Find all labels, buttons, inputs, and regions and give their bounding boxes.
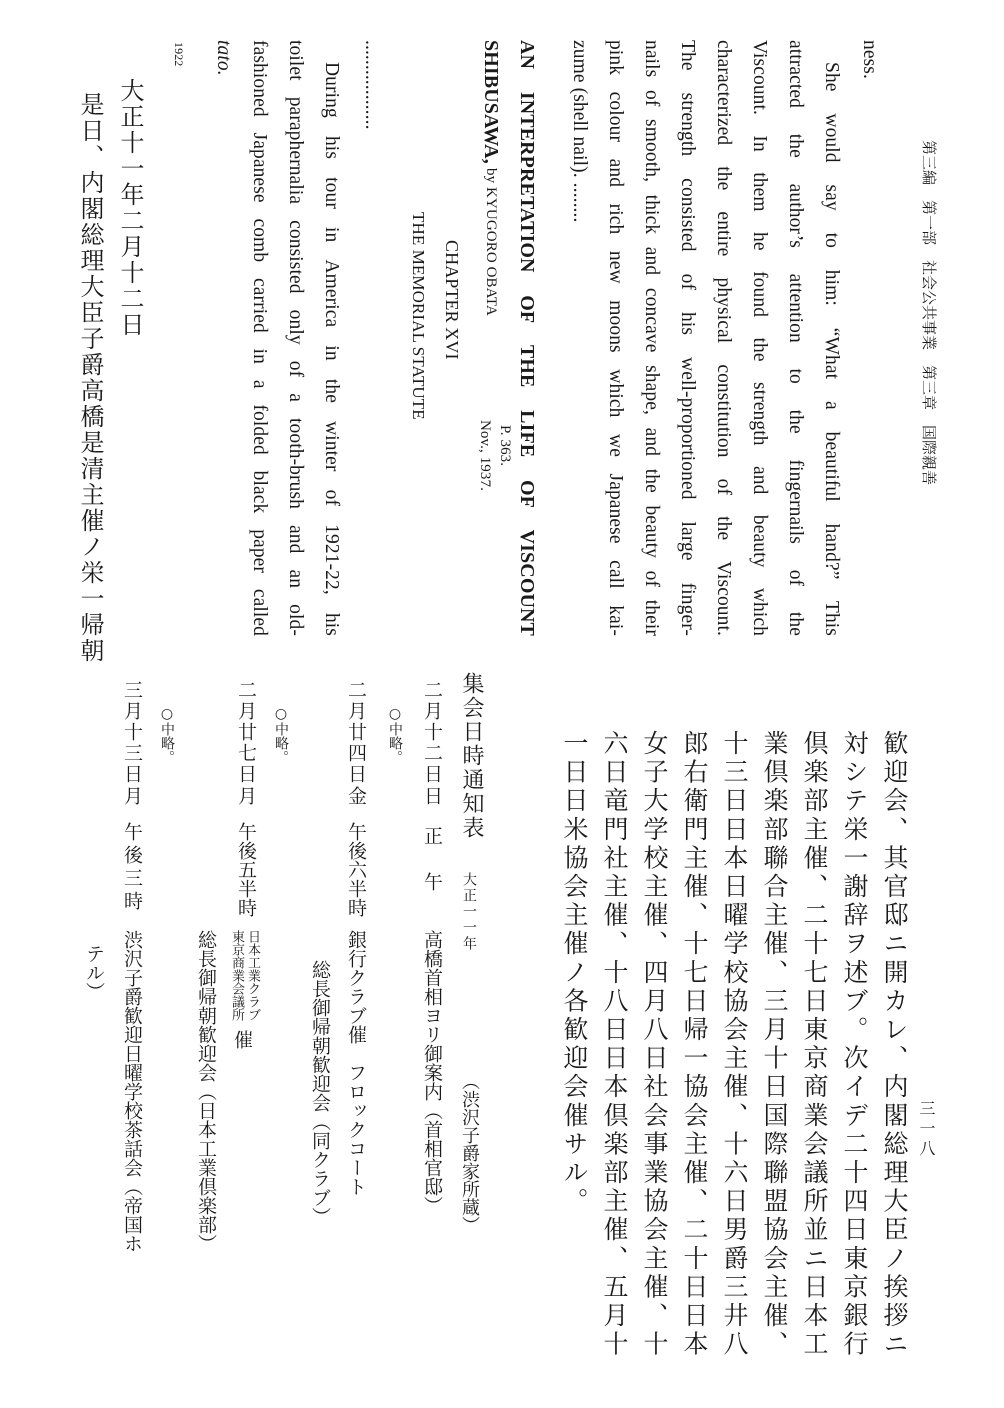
page-number: 三一八 <box>917 1100 936 1160</box>
text-line: Viscount. In them he found the strength and beauty which <box>749 40 770 636</box>
text-line: characterized the entire physical constitution of the Viscount. <box>713 40 734 636</box>
notice-day: 金 <box>345 786 367 805</box>
entry-date: 大正十一年二月十二日 <box>116 78 144 338</box>
chapter-heading: CHAPTER XVI <box>442 240 462 360</box>
notice-date: 二月十二日 <box>421 680 443 785</box>
entry-body-col: 業倶楽部聯合主催、三月十日国際聯盟協会主催、 <box>760 730 789 1360</box>
text-line: toilet paraphernalia consisted only of a tooth-brush and an old- <box>285 40 306 636</box>
ellipsis-line: .................. <box>361 40 382 130</box>
notice-title: 集会日時通知表 <box>459 672 484 840</box>
notice-subcontent: 総長御帰朝歓迎会（同クラブ） <box>309 960 331 1226</box>
omitted-note: ○中略。 <box>159 706 175 764</box>
chapter-title: THE MEMORIAL STATUTE <box>409 212 428 420</box>
text-line: attracted the author’s attention to the fingernails of the <box>785 40 806 636</box>
text-line: ness. <box>859 40 880 79</box>
notice-year: 大正一一年 <box>461 872 477 952</box>
notice-time: 午後三時 <box>121 822 143 914</box>
entry-body-col: 倶楽部主催、二十七日東京商業会議所並ニ日本工 <box>800 730 829 1360</box>
notice-subcontent: 総長御帰朝歓迎会（日本工業倶楽部） <box>195 930 217 1253</box>
entry-body-col: 一日日米協会主催ノ各歓迎会催サル。 <box>560 730 589 1217</box>
text-line: nails of smooth, thick and concave shape, and the beauty of their <box>641 40 662 636</box>
notice-content: 銀行クラブ催 フロックコート <box>345 930 367 1196</box>
book-date: Nov., 1937. <box>477 420 493 491</box>
entry-body-col: 六日竜門社主催、十八日日本倶楽部主催、五月十 <box>600 730 629 1360</box>
text-line: pink colour and rich new moons which we Japanese call kai- <box>605 40 626 636</box>
notice-date: 二月廿四日 <box>345 680 367 785</box>
notice-subcontent: テル） <box>83 944 105 1001</box>
notice-content: 日本工業クラブ <box>245 930 260 1021</box>
notice-time: 午後六半時 <box>345 822 367 917</box>
entry-body-col: 十三日日本日曜学校協会主催、十六日男爵三井八 <box>720 730 749 1360</box>
text-line: zume (shell nail). ........ <box>569 40 590 223</box>
notice-day: 日 <box>421 786 443 805</box>
book-page: P. 363. <box>497 425 513 467</box>
omitted-note: ○中略。 <box>387 706 403 764</box>
entry-body-col: 是日、内閣総理大臣子爵高橋是清主催ノ栄一帰朝 <box>76 92 104 664</box>
entry-body-col: 対シテ栄一謝辞ヲ述ブ。次イデ二十四日東京銀行 <box>840 730 869 1360</box>
book-title-2: SHIBUSAWA, <box>480 40 502 164</box>
notice-content: 渋沢子爵歓迎日曜学校茶話会（帝国ホ <box>121 930 143 1253</box>
book-author: by KYUGORO OBATA <box>483 168 499 316</box>
text-line: During his tour in America in the winter of 1921-22, his <box>321 62 342 636</box>
book-title: AN INTERPRETATION OF THE LIFE OF VISCOUNT <box>516 40 538 636</box>
text-line: She would say to him: “What a beautiful hand?” This <box>821 62 842 636</box>
notice-source: （渋沢子爵家所蔵） <box>459 1072 480 1234</box>
entry-body-col: 歓迎会、其官邸ニ開カレ、内閣総理大臣ノ挨拶ニ <box>880 730 909 1360</box>
notice-content: 高橋首相ヨリ御案内（首相官邸） <box>421 930 443 1215</box>
notice-content: 催 <box>231 1030 253 1049</box>
text-line: fashioned Japanese comb carried in a folded black paper called <box>249 40 270 636</box>
notice-date: 二月廿七日 <box>235 680 257 785</box>
notice-time: 午後五半時 <box>235 822 257 917</box>
text-line: tato. <box>213 40 234 76</box>
entry-body-col: 女子大学校主催、四月八日社会事業協会主催、十 <box>640 730 669 1360</box>
notice-day: 月 <box>235 786 257 805</box>
notice-time: 正 午 <box>421 826 443 895</box>
notice-content: 東京商業会議所 <box>229 930 244 1021</box>
notice-date: 三月十三日 <box>121 680 143 785</box>
entry-body-col: 郎右衛門主催、十七日帰一協会主催、二十日日本 <box>680 730 709 1360</box>
year-note: 1922 <box>172 42 186 67</box>
running-header: 第三編 第一部 社会公共事業 第三章 国際親善 <box>920 140 938 486</box>
omitted-note: ○中略。 <box>273 706 289 764</box>
text-line: The strength consisted of his well-proportioned large finger- <box>677 40 698 636</box>
notice-day: 月 <box>121 786 143 805</box>
